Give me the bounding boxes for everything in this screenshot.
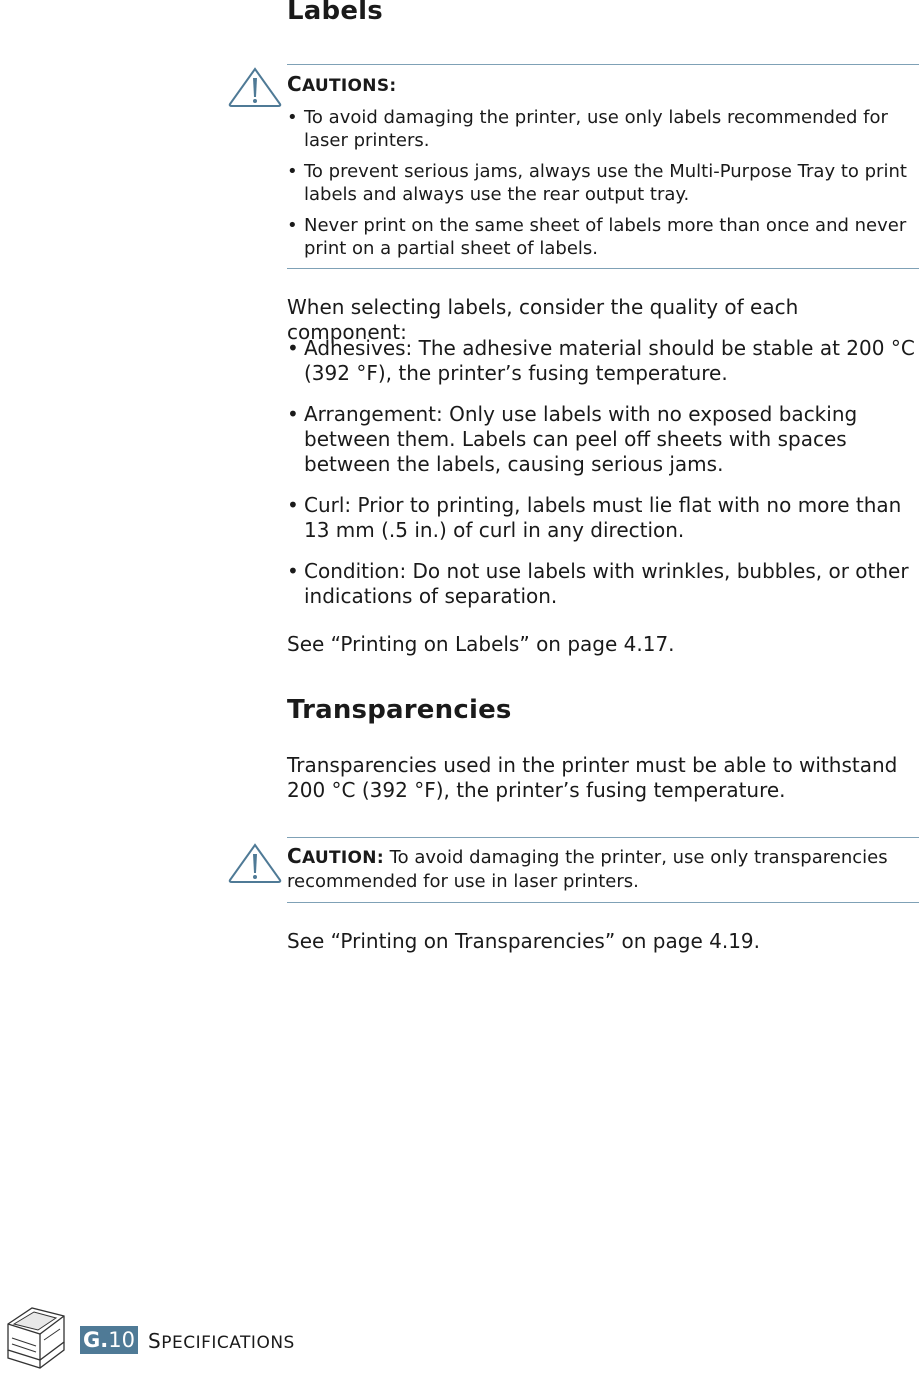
list-item: • Adhesives: The adhesive material should be stable at 200 °C (392 °F), the printer’s fusing temperature. — [287, 336, 919, 386]
list-item: • Arrangement: Only use labels with no exposed backing between them. Labels can peel off sheets with spaces between the labels, causing serious jams. — [287, 402, 919, 477]
page-number-badge: G.10 — [80, 1326, 138, 1354]
labels-caution-box — [287, 64, 919, 269]
transparencies-see-also: See “Printing on Transparencies” on page 4.19. — [287, 929, 760, 953]
labels-heading: Labels — [287, 0, 383, 26]
caution-icon — [227, 66, 283, 108]
transparencies-caution-box — [287, 837, 919, 903]
caution-item: • To prevent serious jams, always use the Multi-Purpose Tray to print labels and always use the rear output tray. — [287, 160, 919, 206]
transparencies-heading: Transparencies — [287, 695, 512, 725]
caution-icon — [227, 842, 283, 884]
labels-intro: When selecting labels, consider the quality of each component: — [287, 295, 799, 344]
transparencies-body: Transparencies used in the printer must be able to withstand 200 °C (392 °F), the printer’s fusing temperature. — [287, 753, 898, 802]
caution-item: • Never print on the same sheet of labels more than once and never print on a partial sheet of labels. — [287, 214, 919, 260]
list-item: • Condition: Do not use labels with wrinkles, bubbles, or other indications of separation. — [287, 559, 919, 609]
section-label: SPECIFICATIONS — [148, 1329, 295, 1353]
caution-title: CAUTIONS: — [287, 72, 397, 96]
caution-list — [287, 106, 919, 260]
list-item: • Curl: Prior to printing, labels must lie flat with no more than 13 mm (.5 in.) of curl in any direction. — [287, 493, 919, 543]
label-components-list — [287, 336, 919, 625]
caution-item: • To avoid damaging the printer, use only labels recommended for laser printers. — [287, 106, 919, 152]
labels-see-also: See “Printing on Labels” on page 4.17. — [287, 632, 675, 656]
printer-icon — [2, 1302, 68, 1374]
caution-text: To avoid damaging the printer, use only transparencies recommended for use in laser printers. — [287, 847, 888, 892]
caution-title: CAUTION: — [287, 844, 384, 868]
